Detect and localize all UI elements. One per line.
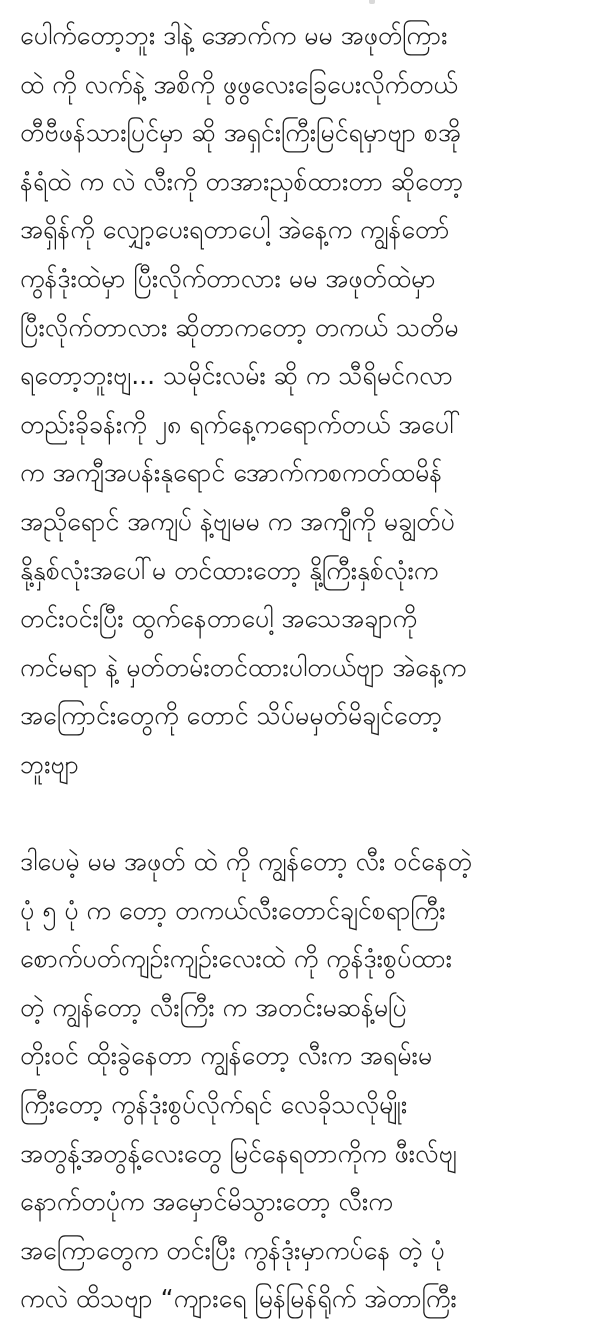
text-line: ဒါပေမဲ့ မမ အဖုတ် ထဲ ကို ကျွန်တော့ လီး ဝင်နေတဲ့ <box>20 847 472 877</box>
paragraph-1 <box>20 12 590 790</box>
text-line: ကြီးတော့ ကွန်ဒုံးစွပ်လိုက်ရင် လေခိုသလိုမျိုး <box>20 1090 408 1120</box>
text-line: ပေါက်တော့ဘူး ဒါနဲ့ အောက်က မမ အဖုတ်ကြား <box>20 21 448 50</box>
paragraph-2 <box>20 838 590 1324</box>
text-line: တီဗီဖန်သားပြင်မှာ ဆို အရှင်းကြီးမြင်ရမှာဗျာ စအို <box>20 118 461 148</box>
text-line: ကလဲ ထိသဗျာ “ကျားရေ မြန်မြန်ရိုက် အဲတာကြီး <box>20 1284 457 1314</box>
text-line: အရှိန်ကို လျှော့ပေးရတာပေါ့ အဲနေ့က ကျွန်တော် <box>20 215 450 245</box>
text-line: စောက်ပတ်ကျဉ်းကျဉ်းလေးထဲ ကို ကွန်ဒုံးစွပ်ထား <box>20 944 453 974</box>
paragraph-spacer <box>20 790 590 839</box>
text-line: က အကျီအပန်းနုရောင် အောက်ကစကတ်ထမိန် <box>20 458 443 488</box>
text-line: တဲ့ ကျွန်တော့ လီးကြီး က အတင်းမဆန့်မပြဲ <box>20 992 407 1022</box>
text-line: နို့နှစ်လုံးအပေါ်မ တင်ထားတော့ နို့ကြီးနှစ်လုံးက <box>20 555 439 585</box>
text-line: ကွန်ဒုံးထဲမှာ ပြီးလိုက်တာလား မမ အဖုတ်ထဲမှာ <box>20 263 436 293</box>
text-line: အညိုရောင် အကျပ် နဲ့ဗျမမ က အကျီကို မချွတ်ပဲ <box>20 506 455 536</box>
text-line: ပုံ ၅ ပုံ က တော့ တကယ်လီးတောင်ချင်စရာကြီး <box>20 895 446 925</box>
text-line: ထဲ ကို လက်နဲ့ အစိကို ဖွဖွလေးခြေပေးလိုက်တယ် <box>20 69 458 99</box>
text-line: ကင်မရာ နဲ့ မှတ်တမ်းတင်ထားပါတယ်ဗျာ အဲနေ့က <box>20 652 467 682</box>
article-body <box>20 12 590 1324</box>
text-line: ပြီးလိုက်တာလား ဆိုတာကတော့ တကယ် သတိမ <box>20 312 459 342</box>
text-line: အတွန့်အတွန့်လေးတွေ မြင်နေရတာကိုက ဖီးလ်ဗျ <box>20 1138 457 1168</box>
text-line: အကြောင်းတွေကို တောင် သိပ်မမှတ်မိချင်တော့ <box>20 701 443 731</box>
text-line: တိုးဝင် ထိုးခွဲနေတာ ကျွန်တော့ လီးက အရမ်းမ <box>20 1041 433 1071</box>
scroll-indicator <box>369 0 375 4</box>
text-line: နောက်တပုံက အမှောင်မိသွားတော့ လီးက <box>20 1187 393 1217</box>
text-line: ဘူးဗျာ <box>20 749 79 779</box>
text-line: အကြောတွေက တင်းပြီး ကွန်ဒုံးမှာကပ်နေ တဲ့ ပုံ <box>20 1235 445 1265</box>
text-line: ရတော့ဘူးဗျ... သမိုင်းလမ်း ဆို က သီရိမင်ဂလာ <box>20 361 453 391</box>
text-line: တည်းခိုခန်းကို ၂၈ ရက်နေ့ကရောက်တယ် အပေါ် <box>20 409 461 439</box>
text-line: နံရံထဲ က လဲ လီးကို တအားညှစ်ထားတာ ဆိုတော့ <box>20 166 464 196</box>
text-line: တင်းဝင်းပြီး ထွက်နေတာပေါ့ အသေအချာကို <box>20 604 417 634</box>
